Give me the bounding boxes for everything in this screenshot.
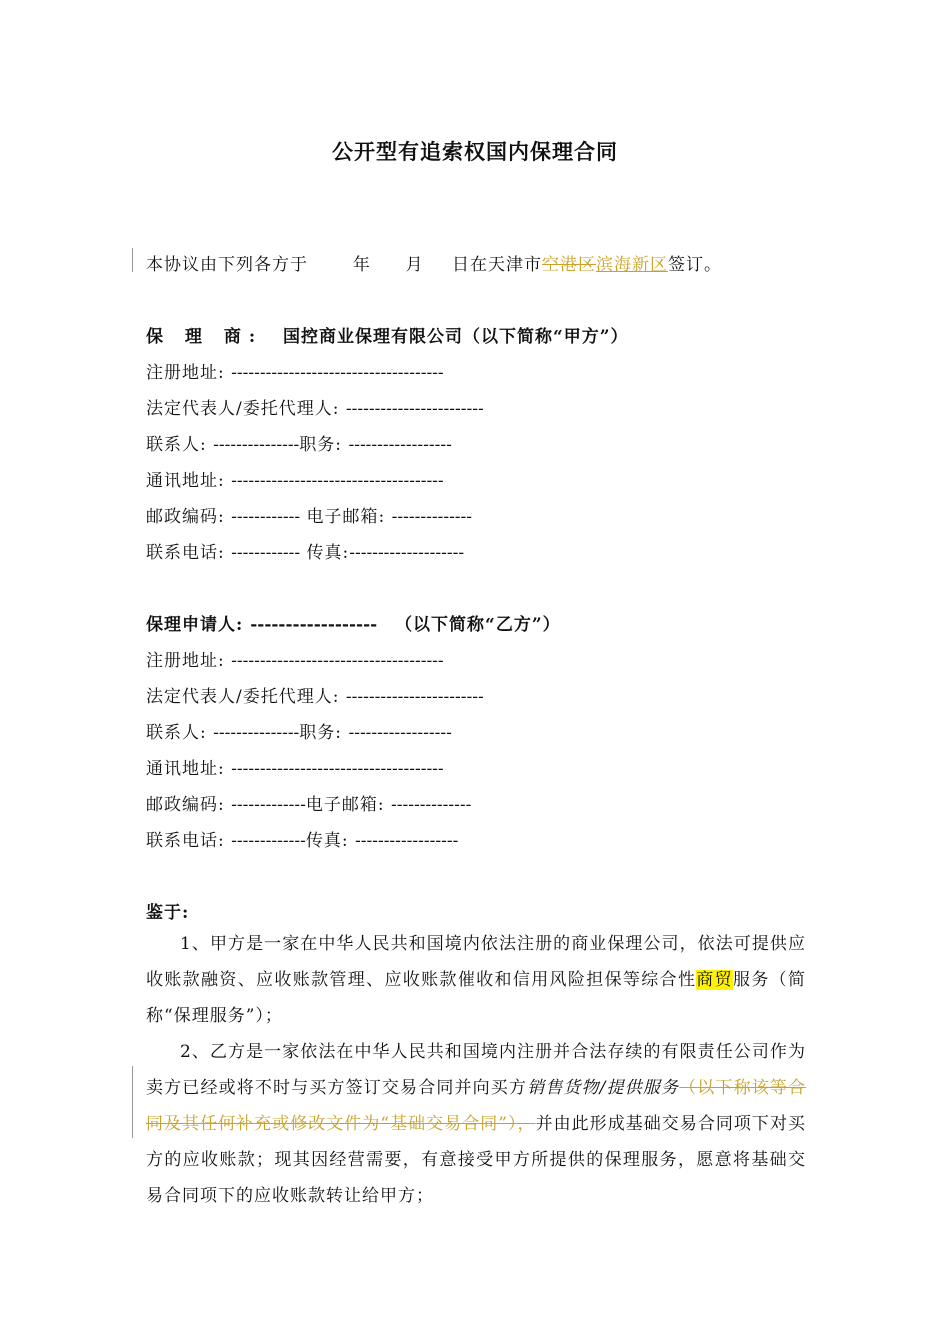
field-label: 联系电话: [146,831,225,851]
blank-line[interactable]: ------------------------------------- [231,471,444,491]
field-label: 传真: [305,831,349,851]
party-b-mail-address [146,754,444,779]
party-a-legal-rep [146,394,484,419]
intro-day-prefix: 日在天津市 [452,255,543,275]
page-title: 公开型有追索权国内保理合同 [332,139,618,164]
intro-year: 年 [352,255,371,275]
blank-line[interactable]: ------------------------------------- [231,759,444,779]
party-b-phone [146,826,458,851]
italic-text: 销售货物/提供服务 [527,1078,680,1098]
party-b-name-suffix: （以下简称“乙方”） [395,615,561,635]
party-b-reg-address [146,646,444,671]
party-a-mail-address [146,466,444,491]
change-bar [132,248,133,272]
deleted-text: 空港区 [542,255,597,275]
field-label: 通讯地址: [146,759,225,779]
paragraph-text: 并由此形成基础交易合同项下对买方的应收账款；现其因经营需要，有意接受甲方所提供的保理服务，愿意将基础交易合同项下的应收账款转让给甲方； [146,1114,806,1206]
change-bar [132,1066,133,1138]
field-label: 职务: [299,723,343,743]
field-label: 法定代表人/委托代理人: [146,687,340,707]
intro-suffix: 签订。 [668,255,723,275]
party-a-contact [146,430,452,455]
intro-month: 月 [405,255,424,275]
party-a-heading [146,322,629,347]
party-a-reg-address [146,358,444,383]
blank-line[interactable]: ------------- [231,831,306,851]
party-a-postcode [146,502,472,527]
paragraph-text: 服务（简称“保理服务”）； [146,970,807,1026]
field-label: 传真: [306,543,350,563]
blank-line[interactable]: ------------------ [348,723,452,743]
paragraph-text: 1、甲方是一家在中华人民共和国境内依法注册的商业保理公司，依法可提供应收账款融资、应收账款管理、应收账款催收和信用风险担保等综合性 [146,934,806,990]
blank-line[interactable]: -------------- [391,507,473,527]
blank-line[interactable]: ------------------ [348,435,452,455]
blank-line[interactable]: ------------------------------------- [231,363,444,383]
field-label: 电子邮箱: [305,795,385,815]
blank-line[interactable]: ------------ [231,507,301,527]
blank-line[interactable]: ------------------ [354,831,459,851]
field-label: 注册地址: [146,651,225,671]
field-label: 联系人: [146,723,207,743]
party-b-heading [146,610,561,635]
party-a-phone [146,538,464,563]
party-a-label: 保 理 商: [146,327,264,347]
highlighted-text: 商贸 [696,970,733,990]
party-b-legal-rep [146,682,484,707]
intro-prefix: 本协议由下列各方于 [146,255,308,275]
whereas-paragraph-1 [146,926,806,1034]
blank-line[interactable]: ------------------------ [345,687,484,707]
field-label: 联系人: [146,435,207,455]
blank-line[interactable]: --------------- [213,723,300,743]
whereas-paragraph-2 [146,1034,806,1214]
blank-line[interactable]: --------------- [213,435,300,455]
party-a-name: 国控商业保理有限公司（以下简称“甲方”） [282,327,629,347]
field-label: 注册地址: [146,363,225,383]
field-label: 法定代表人/委托代理人: [146,399,340,419]
paragraph-text: 2、乙方是一家依法在中华人民共和国境内注册并合法存续的有限责任公司作为卖方已经或将不时与买方签订交易合同并向买方 [146,1042,806,1098]
blank-line[interactable]: ------------- [231,795,306,815]
deleted-text: （以下称该等合同及其任何补充或修改文件为“基础交易合同”）， [146,1078,807,1134]
field-label: 职务: [299,435,343,455]
blank-line[interactable]: -------------- [390,795,472,815]
blank-line[interactable]: ------------------------ [345,399,484,419]
blank-line[interactable]: ------------------ [250,615,378,635]
party-b-postcode [146,790,471,815]
field-label: 邮政编码: [146,507,225,527]
intro-line [146,250,722,275]
party-b-label: 保理申请人: [146,615,244,635]
blank-line[interactable]: -------------------- [349,543,465,563]
party-b-contact [146,718,452,743]
field-label: 联系电话: [146,543,225,563]
field-label: 通讯地址: [146,471,225,491]
whereas-heading: 鉴于: [146,903,190,923]
blank-line[interactable]: ------------ [231,543,301,563]
blank-line[interactable]: ------------------------------------- [231,651,444,671]
field-label: 电子邮箱: [306,507,386,527]
inserted-text: 滨海新区 [596,255,669,275]
field-label: 邮政编码: [146,795,225,815]
